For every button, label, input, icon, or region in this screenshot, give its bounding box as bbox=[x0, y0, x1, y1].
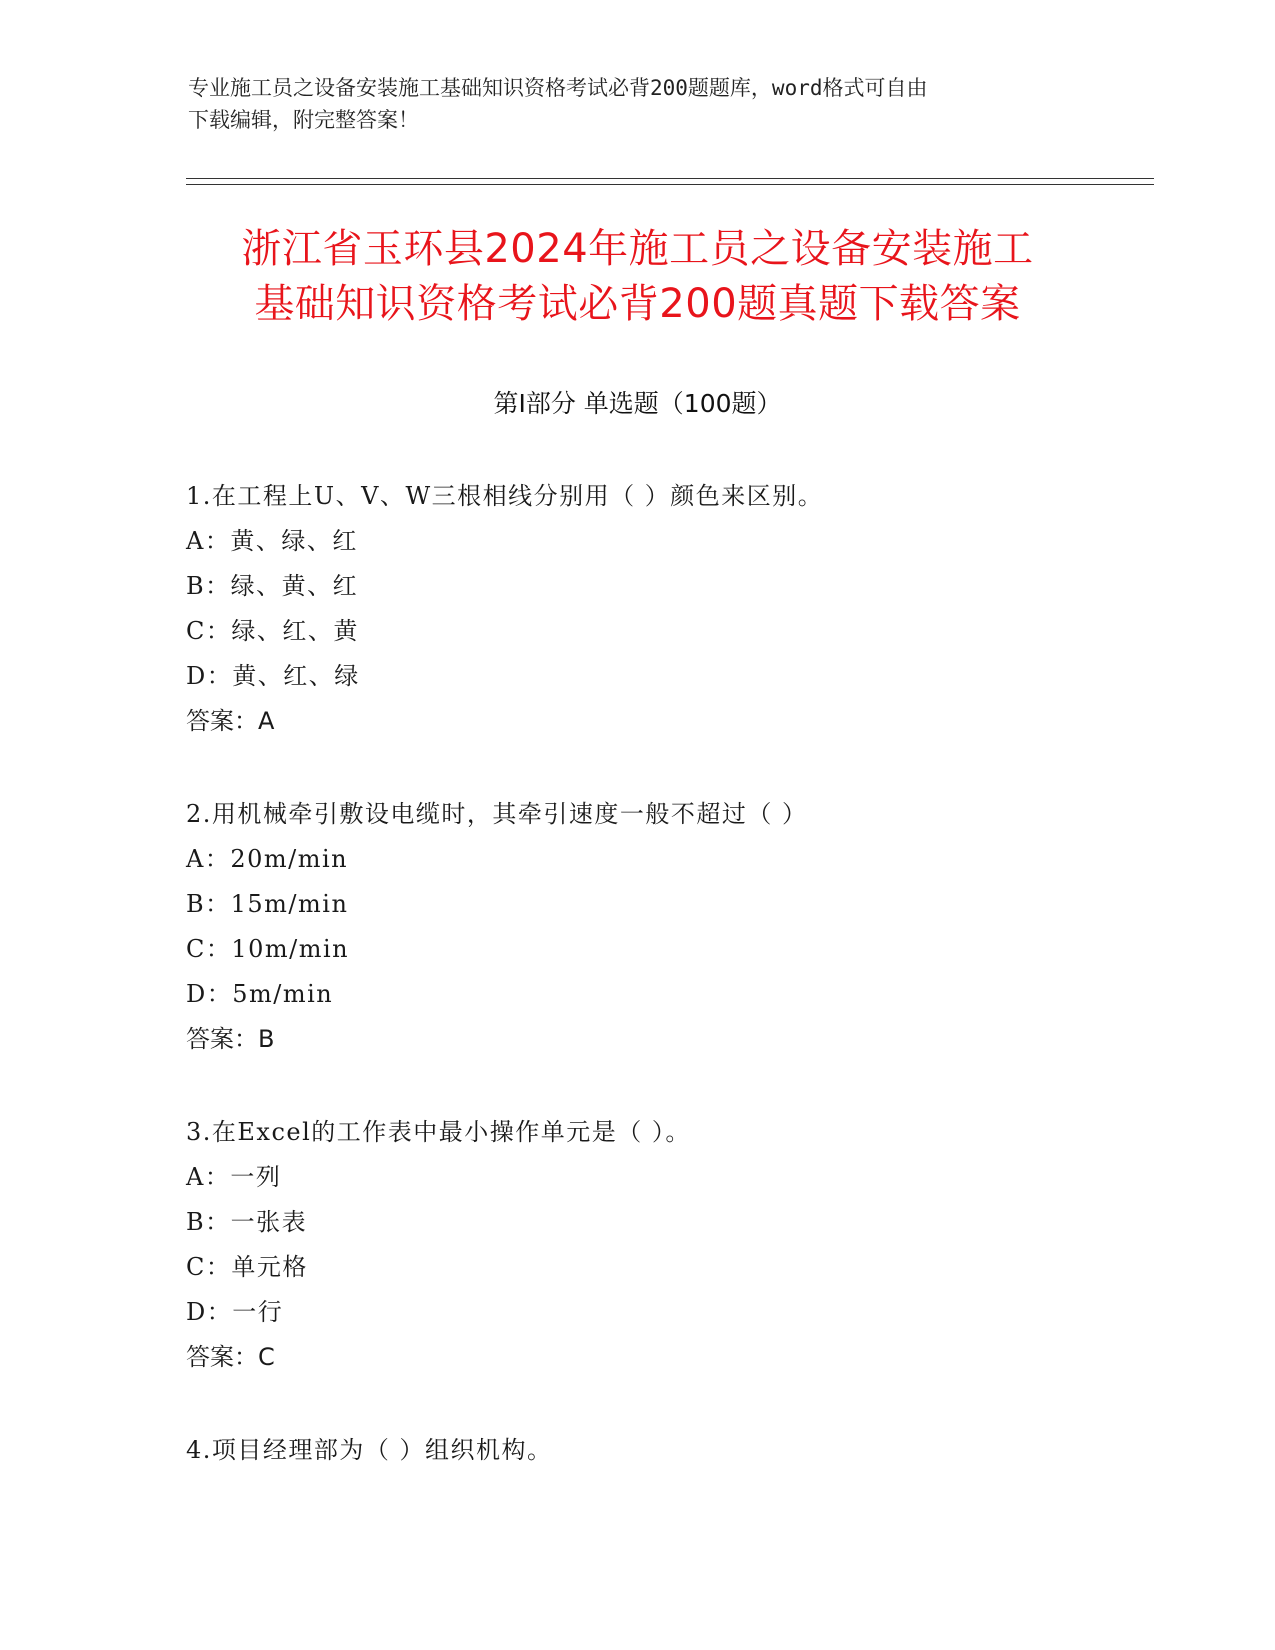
page-title-line-1: 浙江省玉环县2024年施工员之设备安装施工 bbox=[241, 226, 1034, 272]
header-note-line-2: 下载编辑，附完整答案！ bbox=[188, 108, 419, 132]
question-item bbox=[186, 474, 1086, 744]
question-item bbox=[186, 1428, 1086, 1473]
option-b: B：一张表 bbox=[186, 1208, 308, 1236]
question-list bbox=[186, 474, 1086, 1521]
header-divider-top bbox=[186, 178, 1154, 179]
section-heading: 第Ⅰ部分 单选题（100题） bbox=[493, 389, 782, 418]
option-b: B：绿、黄、红 bbox=[186, 572, 359, 600]
page-title-line-2: 基础知识资格考试必背200题真题下载答案 bbox=[254, 281, 1021, 327]
question-item bbox=[186, 792, 1086, 1062]
answer-text: 答案：A bbox=[186, 707, 275, 735]
question-text: 2.用机械牵引敷设电缆时，其牵引速度一般不超过（ ） bbox=[186, 800, 808, 828]
option-a: A：20m/min bbox=[186, 845, 349, 873]
option-a: A：一列 bbox=[186, 1163, 282, 1191]
question-text: 1.在工程上U、V、W三根相线分别用（ ）颜色来区别。 bbox=[186, 482, 824, 510]
page-title bbox=[150, 222, 1125, 332]
answer-text: 答案：B bbox=[186, 1025, 275, 1053]
header-note-line-1: 专业施工员之设备安装施工基础知识资格考试必背200题题库，word格式可自由 bbox=[188, 76, 928, 100]
option-d: D：黄、红、绿 bbox=[186, 662, 360, 690]
option-d: D：5m/min bbox=[186, 980, 334, 1008]
question-text: 4.项目经理部为（ ）组织机构。 bbox=[186, 1436, 553, 1464]
option-c: C：10m/min bbox=[186, 935, 350, 963]
question-text: 3.在Excel的工作表中最小操作单元是（ ）。 bbox=[186, 1118, 691, 1146]
answer-text: 答案：C bbox=[186, 1343, 275, 1371]
option-c: C：绿、红、黄 bbox=[186, 617, 359, 645]
option-b: B：15m/min bbox=[186, 890, 349, 918]
option-c: C：单元格 bbox=[186, 1253, 308, 1281]
option-a: A：黄、绿、红 bbox=[186, 527, 358, 555]
header-divider-bottom bbox=[186, 184, 1154, 185]
option-d: D：一行 bbox=[186, 1298, 284, 1326]
question-item bbox=[186, 1110, 1086, 1380]
header-note bbox=[188, 72, 1088, 136]
